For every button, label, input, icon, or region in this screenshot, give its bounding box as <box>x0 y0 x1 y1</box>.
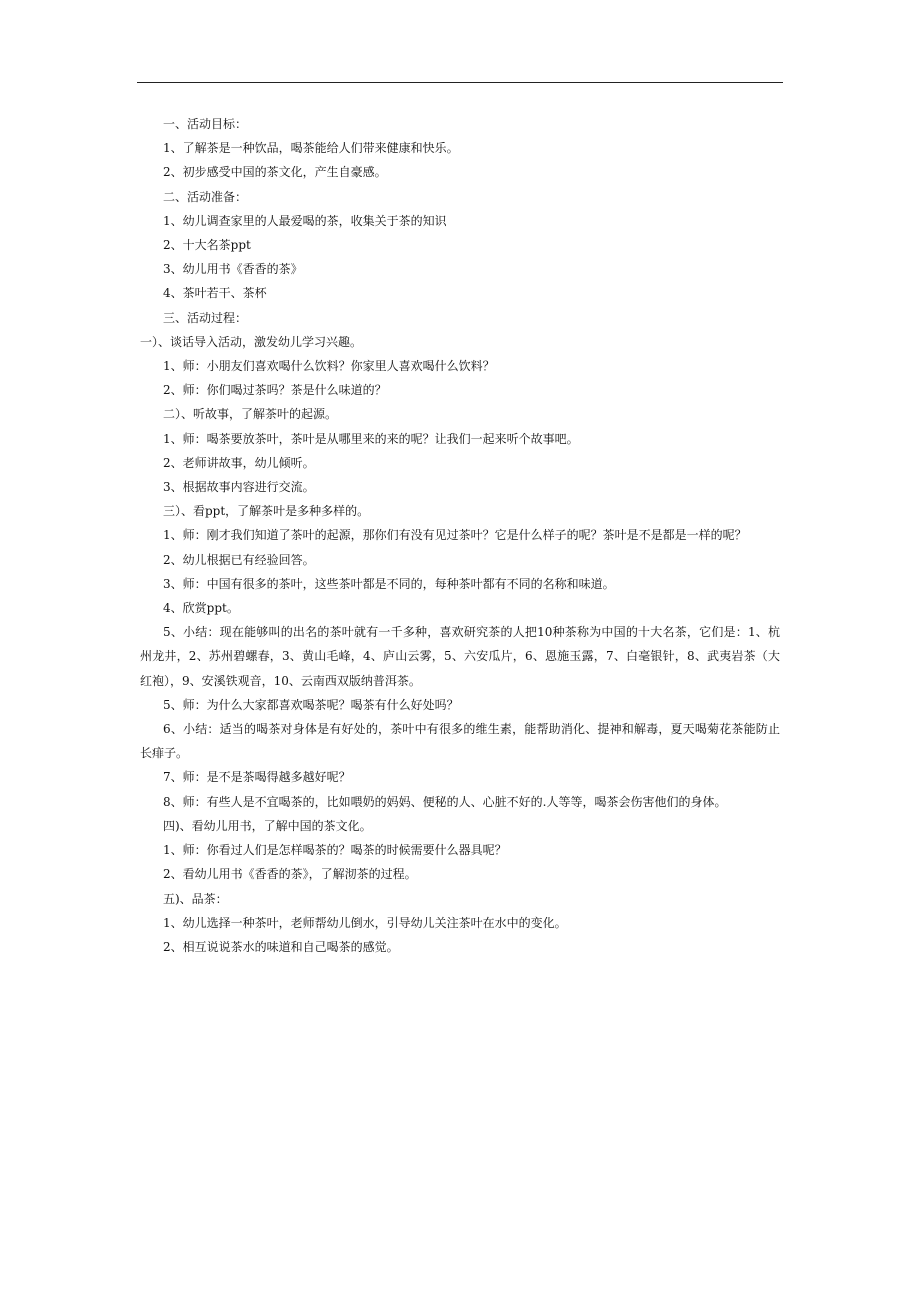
process-item: 8、师：有些人是不宜喝茶的，比如喂奶的妈妈、便秘的人、心脏不好的.人等等，喝茶会伤害他们的身体。 <box>163 794 727 809</box>
process-item: 3、师：中国有很多的茶叶，这些茶叶都是不同的，每种茶叶都有不同的名称和味道。 <box>163 576 615 591</box>
process-item: 2、师：你们喝过茶吗？茶是什么味道的？ <box>163 383 387 398</box>
process-item: 2、相互说说茶水的味道和自己喝茶的感觉。 <box>163 939 399 954</box>
subsection-heading: 五)、品茶： <box>163 891 228 906</box>
process-item: 2、看幼儿用书《香香的茶》，了解沏茶的过程。 <box>163 867 417 882</box>
summary-paragraph: 5、小结：现在能够叫的出名的茶叶就有一千多种，喜欢研究茶的人把10种茶称为中国的十大名茶，它们是：1、杭州龙井，2、苏州碧螺春，3、黄山毛峰，4、庐山云雾，5、六安瓜片，6、恩施玉露，7、白毫银针，8、武夷岩茶（大红袍），9、安溪铁观音，10、云南西双版纳普洱茶。 <box>140 625 780 688</box>
goal-item: 1、了解茶是一种饮品，喝茶能给人们带来健康和快乐。 <box>163 141 459 156</box>
header-rule <box>137 82 783 83</box>
process-item: 1、师：刚才我们知道了茶叶的起源，那你们有没有见过茶叶？它是什么样子的呢？茶叶是不是都是一样的呢？ <box>163 528 747 543</box>
preparation-item: 2、十大名茶ppt <box>163 238 251 253</box>
process-item: 3、根据故事内容进行交流。 <box>163 480 315 495</box>
summary-paragraph: 6、小结：适当的喝茶对身体是有好处的，茶叶中有很多的维生素，能帮助消化、提神和解毒，夏天喝菊花茶能防止长痱子。 <box>140 722 780 761</box>
process-item: 1、幼儿选择一种茶叶，老师帮幼儿倒水，引导幼儿关注茶叶在水中的变化。 <box>163 915 567 930</box>
document-body <box>140 112 780 959</box>
subsection-heading: 三）、看ppt，了解茶叶是多种多样的。 <box>163 504 370 519</box>
process-item: 1、师：你看过人们是怎样喝茶的？喝茶的时候需要什么器具呢？ <box>163 843 507 858</box>
section-heading-goals: 一、活动目标： <box>163 117 248 131</box>
process-item: 2、老师讲故事，幼儿倾听。 <box>163 455 315 470</box>
subsection-heading: 四)、看幼儿用书，了解中国的茶文化。 <box>163 818 372 833</box>
process-item: 4、欣赏ppt。 <box>163 601 239 616</box>
preparation-item: 1、幼儿调查家里的人最爱喝的茶，收集关于茶的知识 <box>163 213 447 228</box>
process-item: 2、幼儿根据已有经验回答。 <box>163 552 315 567</box>
subsection-heading: 二）、听故事，了解茶叶的起源。 <box>163 407 338 422</box>
process-item: 1、师：小朋友们喜欢喝什么饮料？你家里人喜欢喝什么饮料？ <box>163 359 495 374</box>
goal-item: 2、初步感受中国的茶文化，产生自豪感。 <box>163 165 387 180</box>
process-item: 5、师：为什么大家都喜欢喝茶呢？喝茶有什么好处吗？ <box>163 697 459 712</box>
preparation-item: 3、幼儿用书《香香的茶》 <box>163 262 303 277</box>
process-item: 1、师：喝茶要放茶叶，茶叶是从哪里来的来的呢？让我们一起来听个故事吧。 <box>163 431 579 446</box>
section-heading-process: 三、活动过程： <box>163 310 248 325</box>
preparation-item: 4、茶叶若干、茶杯 <box>163 286 267 301</box>
process-item: 7、师：是不是茶喝得越多越好呢？ <box>163 770 351 785</box>
subsection-heading: 一）、谈话导入活动，激发幼儿学习兴趣。 <box>140 334 363 349</box>
section-heading-preparation: 二、活动准备： <box>163 189 248 204</box>
